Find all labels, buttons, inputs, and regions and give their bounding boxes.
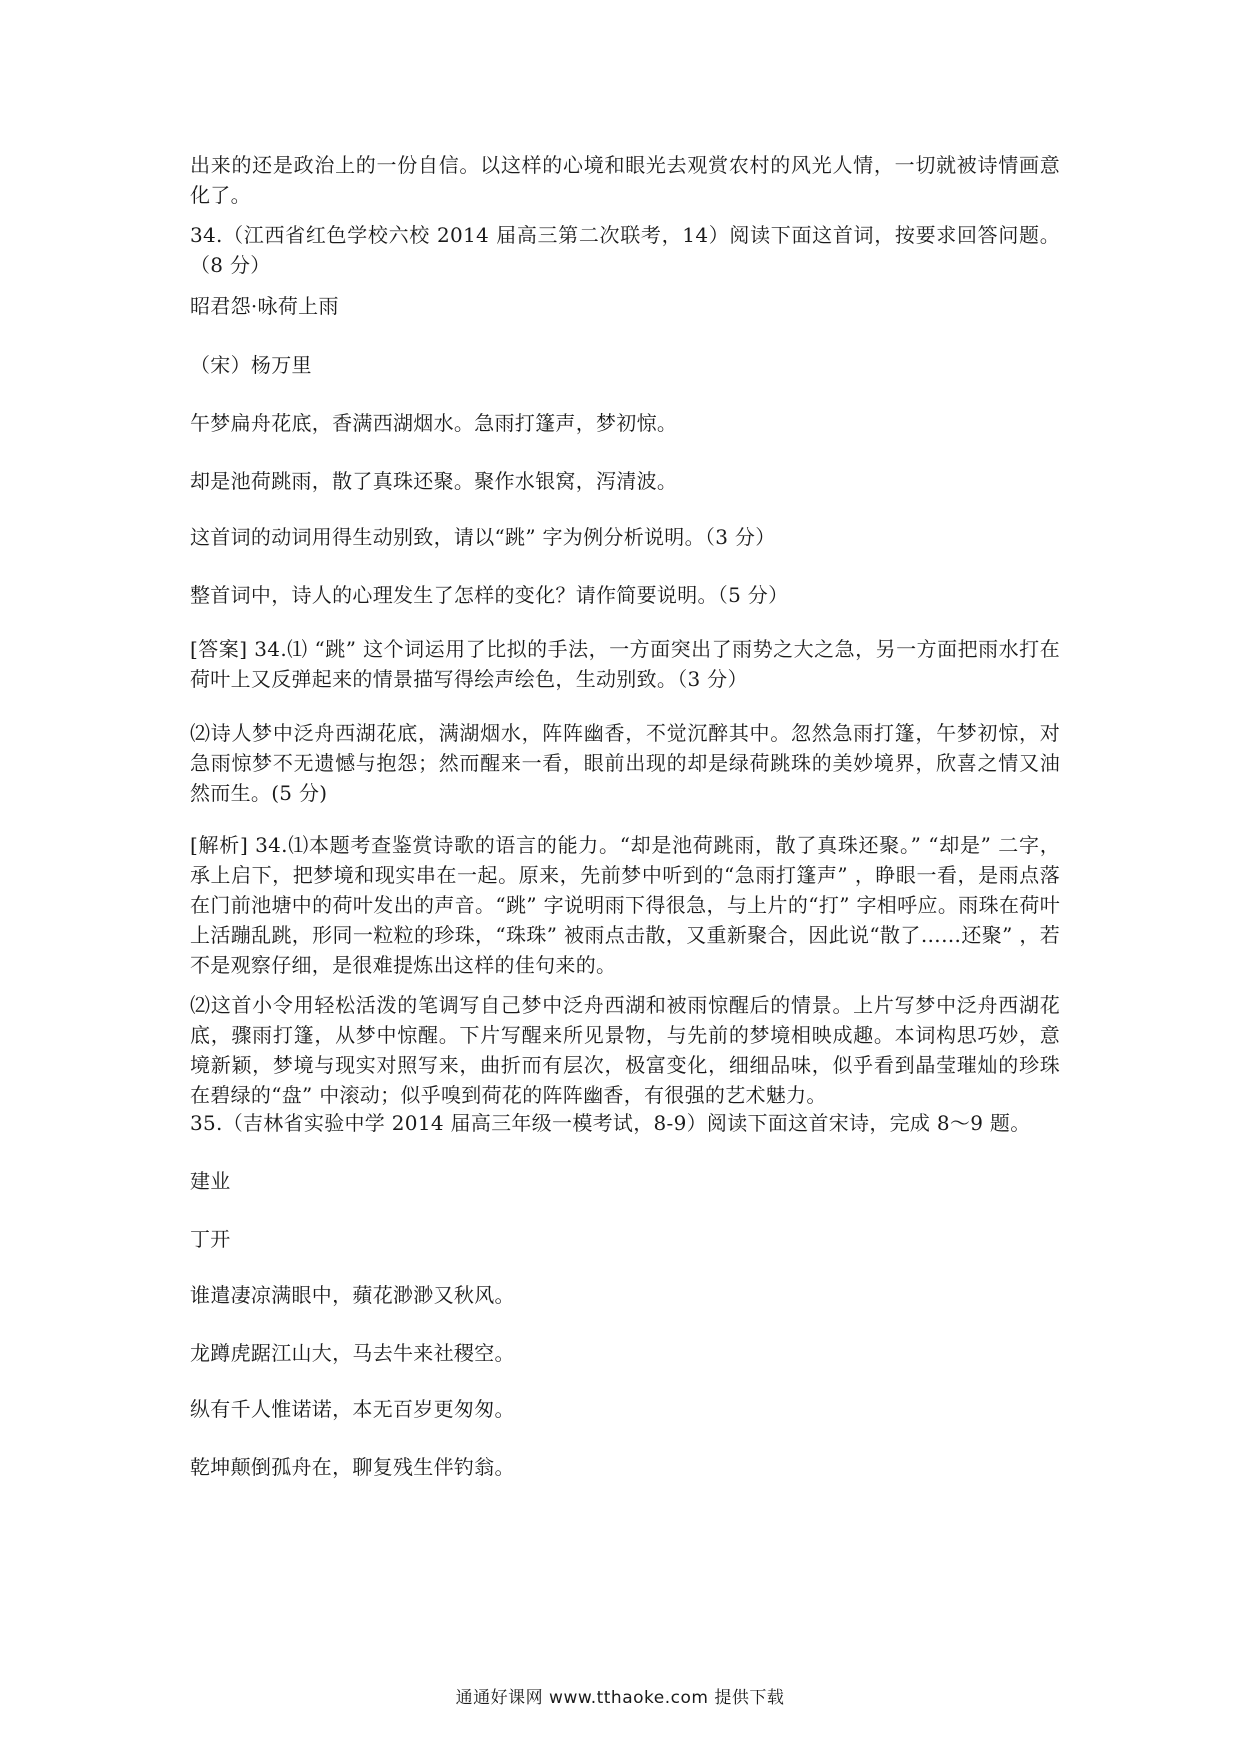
poem-line: 午梦扁舟花底，香满西湖烟水。急雨打篷声，梦初惊。 xyxy=(190,411,678,435)
poem-line: 乾坤颠倒孤舟在，聊复残生伴钓翁。 xyxy=(190,1455,515,1479)
poem-line: 却是池荷跳雨，散了真珠还聚。聚作水银窝，泻清波。 xyxy=(190,469,678,493)
question-35-heading: 35.（吉林省实验中学 2014 届高三年级一模考试，8-9）阅读下面这首宋诗，完成 8～9 题。 xyxy=(190,1111,1031,1135)
page-footer: 通通好课网 www.tthaoke.com 提供下载 xyxy=(455,1688,785,1708)
poem-line: 谁遣凄凉满眼中，蘋花渺渺又秋风。 xyxy=(190,1283,515,1307)
analysis-block: ⑵这首小令用轻松活泼的笔调写自己梦中泛舟西湖和被雨惊醒后的情景。上片写梦中泛舟西湖花底，骤雨打篷，从梦中惊醒。下片写醒来所见景物，与先前的梦境相映成趣。本词构思巧妙，意境新颖，梦境与现实对照写来，曲折而有层次，极富变化，细细品味，似乎看到晶莹璀灿的珍珠在碧绿的“盘” 中滚动；似乎嗅到荷花的阵阵幽香，有很强的艺术魅力。 xyxy=(190,993,1060,1107)
poem-author: （宋）杨万里 xyxy=(190,353,312,377)
poem-title: 昭君怨·咏荷上雨 xyxy=(190,294,339,318)
sub-question: 这首词的动词用得生动别致，请以“跳” 字为例分析说明。（3 分） xyxy=(190,525,776,549)
question-34-heading: 34.（江西省红色学校六校 2014 届高三第二次联考，14）阅读下面这首词，按要求回答问题。（8 分） xyxy=(190,223,1060,277)
poem-line: 龙蹲虎踞江山大，马去牛来社稷空。 xyxy=(190,1341,515,1365)
answer-block: [答案] 34.⑴ “跳” 这个词运用了比拟的手法，一方面突出了雨势之大之急，另一方面把雨水打在荷叶上又反弹起来的情景描写得绘声绘色，生动别致。（3 分） xyxy=(190,637,1060,691)
analysis-block: [解析] 34.⑴本题考查鉴赏诗歌的语言的能力。“却是池荷跳雨，散了真珠还聚。” “却是” 二字，承上启下，把梦境和现实串在一起。原来，先前梦中听到的“急雨打篷声” ，睁眼一看，是雨点落在门前池塘中的荷叶发出的声音。“跳” 字说明雨下得很急，与上片的“打” 字相呼应。雨珠在荷叶上活蹦乱跳，形同一粒粒的珍珠，“珠珠” 被雨点击散，又重新聚合，因此说“散了……还聚” ，若不是观察仔细，是很难提炼出这样的佳句来的。 xyxy=(190,833,1060,977)
poem-title: 建业 xyxy=(190,1169,231,1193)
sub-question: 整首词中，诗人的心理发生了怎样的变化？请作简要说明。（5 分） xyxy=(190,583,789,607)
paragraph: 出来的还是政治上的一份自信。以这样的心境和眼光去观赏农村的风光人情，一切就被诗情画意化了。 xyxy=(190,153,1060,207)
poem-line: 纵有千人惟诺诺，本无百岁更匆匆。 xyxy=(190,1397,515,1421)
answer-block: ⑵诗人梦中泛舟西湖花底，满湖烟水，阵阵幽香，不觉沉醉其中。忽然急雨打篷，午梦初惊，对急雨惊梦不无遗憾与抱怨；然而醒来一看，眼前出现的却是绿荷跳珠的美妙境界，欣喜之情又油然而生。(5 分) xyxy=(190,721,1060,805)
poem-author: 丁开 xyxy=(190,1227,231,1251)
